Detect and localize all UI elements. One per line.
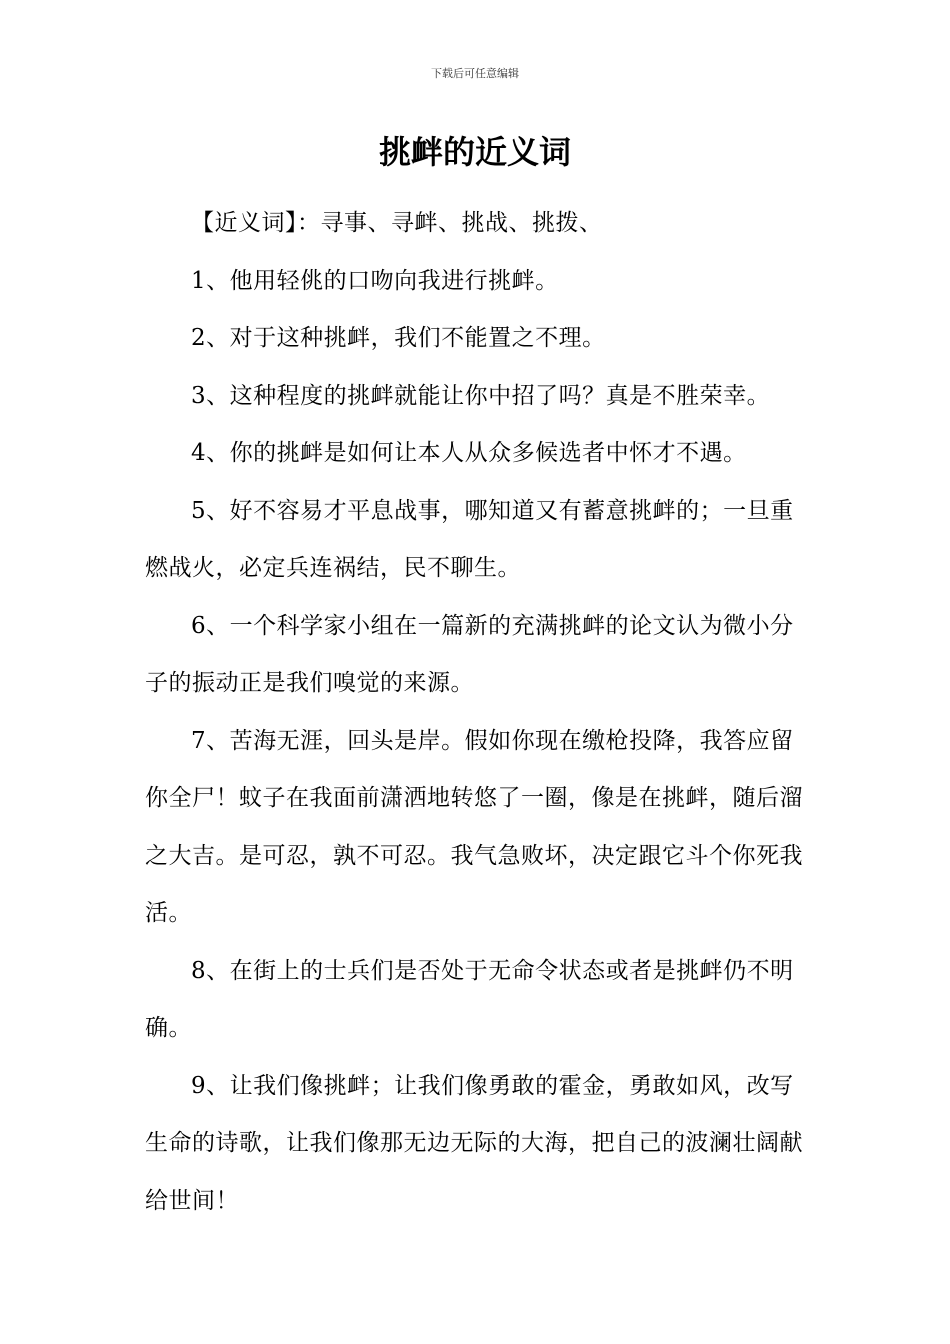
example-sentence-9: 9、让我们像挑衅；让我们像勇敢的霍金，勇敢如风，改写生命的诗歌，让我们像那无边无际的大海，把自己的波澜壮阔献给世间！ bbox=[145, 1072, 803, 1214]
example-sentence-6: 6、一个科学家小组在一篇新的充满挑衅的论文认为微小分子的振动正是我们嗅觉的来源。 bbox=[145, 612, 794, 696]
example-sentence-1: 1、他用轻佻的口吻向我进行挑衅。 bbox=[191, 267, 559, 294]
example-sentence-2: 2、对于这种挑衅，我们不能置之不理。 bbox=[191, 325, 606, 351]
document-body bbox=[145, 195, 810, 1230]
example-sentence-3: 3、这种程度的挑衅就能让你中招了吗？真是不胜荣幸。 bbox=[191, 382, 771, 409]
synonyms-paragraph: 【近义词】：寻事、寻衅、挑战、挑拨、 bbox=[191, 210, 603, 236]
header-note: 下载后可任意编辑 bbox=[431, 67, 519, 80]
example-sentence-5: 5、好不容易才平息战事，哪知道又有蓄意挑衅的；一旦重燃战火，必定兵连祸结，民不聊生。 bbox=[145, 497, 794, 581]
example-sentence-4: 4、你的挑衅是如何让本人从众多候选者中怀才不遇。 bbox=[191, 440, 747, 466]
example-sentence-7: 7、苦海无涯，回头是岸。假如你现在缴枪投降，我答应留你全尸！蚊子在我面前潇洒地转悠了一圈，像是在挑衅，随后溜之大吉。是可忍，孰不可忍。我气急败坏，决定跟它斗个你死我活。 bbox=[145, 727, 803, 926]
document-title: 挑衅的近义词 bbox=[378, 133, 571, 171]
example-sentence-8: 8、在街上的士兵们是否处于无命令状态或者是挑衅仍不明确。 bbox=[145, 957, 794, 1041]
